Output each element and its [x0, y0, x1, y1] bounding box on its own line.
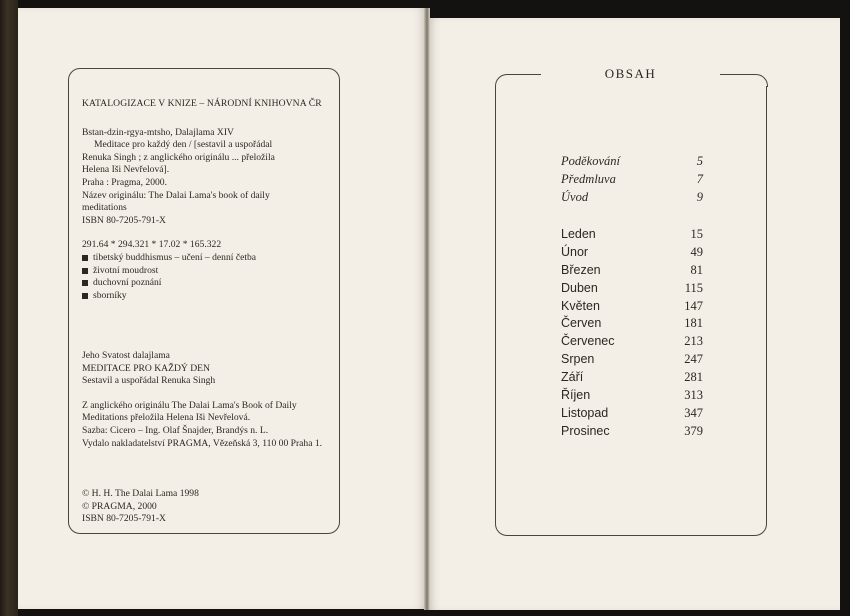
- record-line: ISBN 80-7205-791-X: [82, 214, 166, 226]
- record-line: meditations: [82, 202, 127, 214]
- bullet-square-icon: [82, 268, 88, 274]
- book-spine: [424, 8, 430, 610]
- translation-line: Z anglického originálu The Dalai Lama's Book of Daily: [82, 399, 297, 411]
- toc-label: Srpen: [561, 352, 595, 367]
- bullet-square-icon: [82, 255, 88, 261]
- toc-entry: [561, 368, 703, 386]
- toc-entry: [561, 188, 703, 206]
- toc-label: Únor: [561, 244, 589, 259]
- toc-page: 281: [684, 370, 703, 385]
- copyright-line: © H. H. The Dalai Lama 1998: [82, 488, 199, 499]
- subject-item: [82, 290, 334, 303]
- record-line: Meditace pro každý den / [sestavil a uspořádal: [94, 139, 273, 151]
- bullet-square-icon: [82, 280, 88, 286]
- toc-label: Duben: [561, 280, 598, 295]
- subject-item: [82, 252, 334, 265]
- toc-label: Březen: [561, 262, 601, 277]
- subject-item: [82, 277, 334, 290]
- toc-front-matter: [561, 152, 703, 206]
- toc-page: 7: [696, 172, 703, 186]
- record-line: Název originálu: The Dalai Lama's book of daily: [82, 189, 270, 201]
- toc-entry: [561, 422, 703, 440]
- record-line: Renuka Singh ; z anglického originálu ... přeložila: [82, 151, 275, 163]
- toc-label: Listopad: [561, 405, 609, 420]
- toc-page: 5: [696, 154, 703, 168]
- toc-title: OBSAH: [604, 66, 657, 81]
- toc-frame-top-line: [720, 74, 755, 75]
- toc-page: 81: [690, 262, 703, 277]
- toc-page: 15: [690, 227, 703, 241]
- toc-page: 115: [684, 280, 703, 295]
- toc-label: Červenec: [561, 334, 615, 349]
- copyright-line: © PRAGMA, 2000: [82, 500, 157, 512]
- subject-label: tibetský buddhismus – učení – denní četba: [93, 251, 257, 263]
- toc-label: Květen: [561, 298, 600, 313]
- toc-entry: [561, 350, 703, 368]
- toc-label: Prosinec: [561, 423, 610, 438]
- translation-line: Meditations přeložila Helena Iši Nevřelová.: [82, 412, 251, 424]
- copyright-block: [82, 488, 342, 526]
- toc-label: Leden: [561, 227, 596, 241]
- toc-label: Říjen: [561, 388, 591, 403]
- imprint-block: [82, 350, 342, 450]
- toc-page: 347: [684, 405, 703, 420]
- toc-frame-top-line: [507, 74, 541, 75]
- record-line: Praha : Pragma, 2000.: [82, 176, 167, 188]
- toc-label: Úvod: [561, 190, 589, 204]
- toc-months: [561, 225, 703, 440]
- toc-entry: [561, 314, 703, 332]
- book-edge: [0, 0, 18, 616]
- toc-entry: [561, 152, 703, 170]
- subject-item: [82, 265, 334, 278]
- toc-page: 379: [684, 423, 703, 438]
- imprint-line: Sestavil a uspořádal Renuka Singh: [82, 375, 216, 387]
- bullet-square-icon: [82, 293, 88, 299]
- toc-page: 213: [684, 334, 703, 349]
- record-line: Bstan-dzin-rgya-mtsho, Dalajlama XIV: [82, 126, 234, 138]
- translation-line: Sazba: Cicero – Ing. Olaf Šnajder, Brandýs n. L.: [82, 424, 269, 436]
- catalog-record: [82, 98, 334, 525]
- record-line: Helena Iši Nevřelová].: [82, 164, 170, 176]
- toc-label: Poděkování: [561, 154, 621, 168]
- subject-label: životní moudrost: [93, 264, 159, 276]
- toc-page: 181: [684, 316, 703, 331]
- toc-entry: [561, 279, 703, 297]
- toc-entry: [561, 297, 703, 315]
- toc-page: 49: [690, 244, 703, 259]
- toc-label: Červen: [561, 316, 602, 331]
- toc-page: 147: [684, 298, 703, 313]
- catalog-heading: KATALOGIZACE V KNIZE – NÁRODNÍ KNIHOVNA ČR: [82, 98, 322, 109]
- toc-entry: [561, 243, 703, 261]
- subject-label: sborníky: [93, 289, 127, 301]
- copyright-line: ISBN 80-7205-791-X: [82, 513, 166, 525]
- translation-line: Vydalo nakladatelství PRAGMA, Vězeňská 3, 110 00 Praha 1.: [82, 437, 323, 449]
- toc-entry: [561, 332, 703, 350]
- toc-label: Předmluva: [561, 172, 616, 186]
- classification: 291.64 * 294.321 * 17.02 * 165.322: [82, 239, 222, 251]
- toc-entry: [561, 404, 703, 422]
- toc-page: 9: [696, 190, 703, 204]
- toc-page: 247: [684, 352, 703, 367]
- toc-page: 313: [684, 388, 703, 403]
- toc-entry: [561, 225, 703, 243]
- toc-label: Září: [561, 370, 584, 385]
- toc-entry: [561, 386, 703, 404]
- imprint-line: MEDITACE PRO KAŽDÝ DEN: [82, 362, 210, 374]
- toc-entry: [561, 170, 703, 188]
- toc-entry: [561, 261, 703, 279]
- subject-label: duchovní poznání: [93, 277, 162, 289]
- imprint-line: Jeho Svatost dalajlama: [82, 350, 170, 361]
